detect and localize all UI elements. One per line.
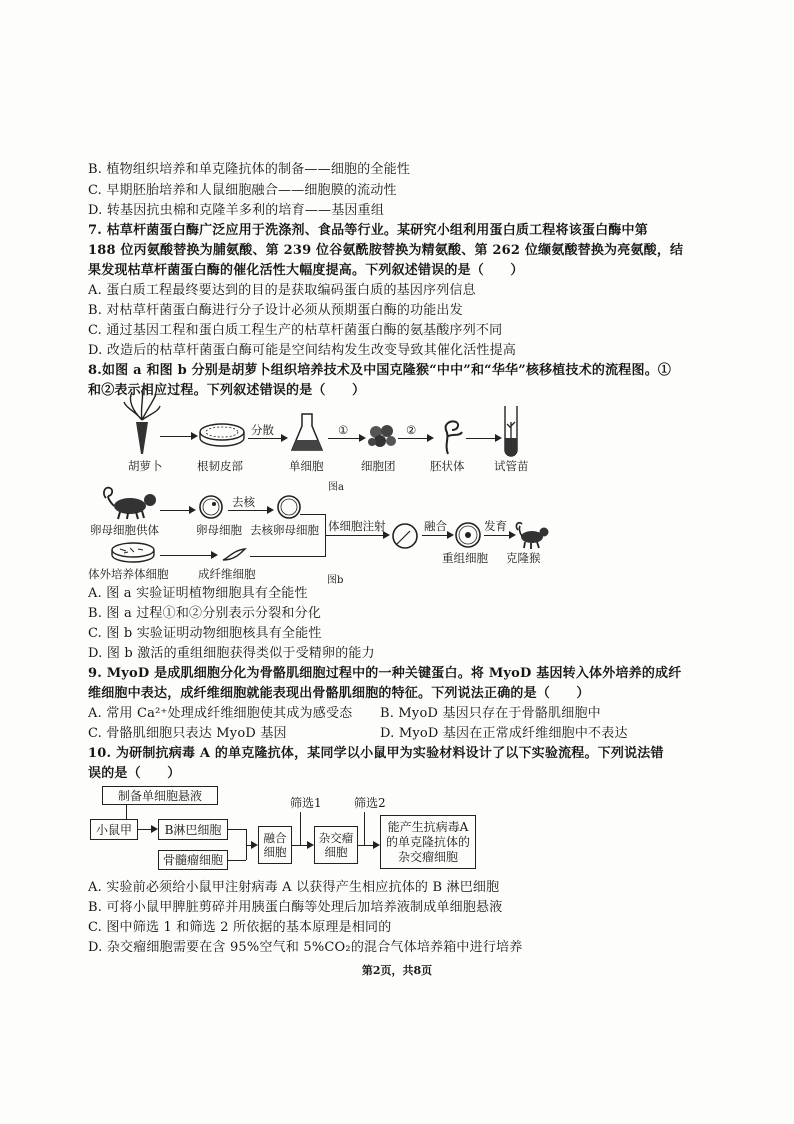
- q10-stem-1: 10. 为研制抗病毒 A 的单克隆抗体，某同学以小鼠甲为实验材料设计了以下实验流程。下列说法错: [88, 746, 664, 761]
- cell-cluster-icon: [368, 424, 398, 450]
- fibroblast-icon: [222, 548, 246, 562]
- label-cell-cluster: 细胞团: [361, 459, 396, 473]
- figure-a-caption: 图a: [328, 482, 344, 493]
- q8-option-b: B. 图 a 过程①和②分别表示分裂和分化: [88, 606, 322, 621]
- box-fused-cell: 融合细胞: [258, 826, 292, 864]
- embryoid-icon: [434, 416, 464, 456]
- q8-option-d: D. 图 b 激活的重组细胞获得类似于受精卵的能力: [88, 646, 375, 661]
- box-final-hybridoma: 能产生抗病毒A的单克隆抗体的杂交瘤细胞: [380, 815, 476, 869]
- q9-option-b: B. MyoD 基因只存在于骨骼肌细胞中: [380, 706, 601, 721]
- label-root-phloem: 根韧皮部: [197, 459, 243, 473]
- arrow-label-develop: 发育: [484, 519, 507, 533]
- label-cloned-monkey: 克隆猴: [506, 551, 541, 565]
- q9-option-c: C. 骨骼肌细胞只表达 MyoD 基因: [88, 726, 287, 741]
- box-b-lymphocyte: B淋巴细胞: [158, 819, 228, 840]
- q10-option-a: A. 实验前必须给小鼠甲注射病毒 A 以获得产生相应抗体的 B 淋巴细胞: [88, 880, 500, 895]
- label-test-tube-seedling: 试管苗: [494, 459, 529, 473]
- box-mouse: 小鼠甲: [90, 819, 138, 840]
- q7-option-a: A. 蛋白质工程最终要达到的目的是获取编码蛋白质的基因序列信息: [88, 283, 476, 298]
- q9-option-a: A. 常用 Ca²⁺处理成纤维细胞使其成为感受态: [88, 706, 353, 721]
- q7-stem-3: 果发现枯草杆菌蛋白酶的催化活性大幅度提高。下列叙述错误的是（ ）: [88, 263, 524, 278]
- label-cultured-somatic-cells: 体外培养体细胞: [88, 567, 169, 581]
- label-carrot: 胡萝卜: [128, 459, 163, 473]
- label-single-cell: 单细胞: [289, 459, 324, 473]
- q6-option-d: D. 转基因抗虫棉和克隆羊多利的培育——基因重组: [88, 203, 385, 218]
- q9-stem-1: 9. MyoD 是成肌细胞分化为骨骼肌细胞过程中的一种关键蛋白。将 MyoD 基因转入体外培养的成纤: [88, 666, 682, 681]
- arrow-label-enucleate: 去核: [232, 495, 255, 509]
- q7-stem-1: 7. 枯草杆菌蛋白酶广泛应用于洗涤剂、食品等行业。某研究小组利用蛋白质工程将该蛋白酶中第: [88, 223, 648, 238]
- page-footer: 第2页，共8页: [361, 964, 433, 977]
- q7-option-c: C. 通过基因工程和蛋白质工程生产的枯草杆菌蛋白酶的氨基酸序列不同: [88, 323, 503, 338]
- arrow-label-1: ①: [338, 423, 349, 437]
- flask-icon: [290, 412, 324, 454]
- arrow-label-2: ②: [406, 423, 417, 437]
- box-single-cell-suspension: 制备单细胞悬液: [102, 786, 218, 805]
- q10-option-b: B. 可将小鼠甲脾脏剪碎并用胰蛋白酶等处理后加培养液制成单细胞悬液: [88, 900, 503, 915]
- cloned-monkey-icon: [514, 520, 550, 550]
- box-myeloma: 骨髓瘤细胞: [158, 850, 228, 870]
- enucleated-oocyte-icon: [276, 494, 302, 520]
- q7-stem-2: 188 位丙氨酸替换为脯氨酸、第 239 位谷氨酰胺替换为精氨酸、第 262 位缬氨酸替换为亮氨酸，结: [88, 243, 684, 258]
- label-screen-2: 筛选2: [354, 796, 386, 810]
- arrow-label-disperse: 分散: [251, 423, 274, 437]
- q10-stem-2: 误的是（ ）: [88, 766, 181, 781]
- arrow-label-fusion: 融合: [424, 519, 447, 533]
- label-reconstructed-cell: 重组细胞: [442, 551, 488, 565]
- q9-stem-2: 维细胞中表达，成纤维细胞就能表现出骨骼肌细胞的特征。下列说法正确的是（ ）: [88, 686, 590, 701]
- injection-cell-icon: [390, 521, 420, 551]
- label-enucleated-oocyte: 去核卵母细胞: [250, 523, 319, 537]
- label-oocyte-donor: 卵母细胞供体: [90, 523, 159, 537]
- q8-stem-2: 和②表示相应过程。下列叙述错误的是（ ）: [88, 383, 366, 398]
- figure-b-caption: 图b: [327, 575, 344, 586]
- q7-option-d: D. 改造后的枯草杆菌蛋白酶可能是空间结构发生改变导致其催化活性提高: [88, 343, 517, 358]
- q7-option-b: B. 对枯草杆菌蛋白酶进行分子设计必须从预期蛋白酶的功能出发: [88, 303, 463, 318]
- q8-stem-1: 8.如图 a 和图 b 分别是胡萝卜组织培养技术及中国克隆猴“中中”和“华华”核移植技术的流程图。①: [88, 363, 672, 378]
- q10-option-d: D. 杂交瘤细胞需要在含 95%空气和 5%CO₂的混合气体培养箱中进行培养: [88, 940, 523, 955]
- petri-dish-icon: [198, 422, 246, 448]
- label-embryoid: 胚状体: [430, 459, 465, 473]
- box-hybridoma: 杂交瘤细胞: [314, 826, 358, 864]
- q6-option-c: C. 早期胚胎培养和人鼠细胞融合——细胞膜的流动性: [88, 183, 397, 198]
- reconstructed-cell-icon: [454, 521, 482, 549]
- monkey-donor-icon: [100, 484, 162, 520]
- arrow-label-somatic-injection: 体细胞注射: [328, 519, 386, 533]
- q9-option-d: D. MyoD 基因在正常成纤维细胞中不表达: [380, 726, 628, 741]
- q6-option-b: B. 植物组织培养和单克隆抗体的制备——细胞的全能性: [88, 162, 411, 177]
- label-screen-1: 筛选1: [290, 796, 322, 810]
- test-tube-icon: [502, 404, 520, 458]
- label-fibroblast: 成纤维细胞: [198, 567, 256, 581]
- q10-option-c: C. 图中筛选 1 和筛选 2 所依据的基本原理是相同的: [88, 920, 392, 935]
- label-oocyte: 卵母细胞: [196, 523, 242, 537]
- oocyte-icon: [198, 494, 224, 520]
- culture-dish-icon: [110, 540, 156, 566]
- carrot-icon: [122, 390, 162, 455]
- q8-option-c: C. 图 b 实验证明动物细胞核具有全能性: [88, 626, 322, 641]
- q8-option-a: A. 图 a 实验证明植物细胞具有全能性: [88, 586, 308, 601]
